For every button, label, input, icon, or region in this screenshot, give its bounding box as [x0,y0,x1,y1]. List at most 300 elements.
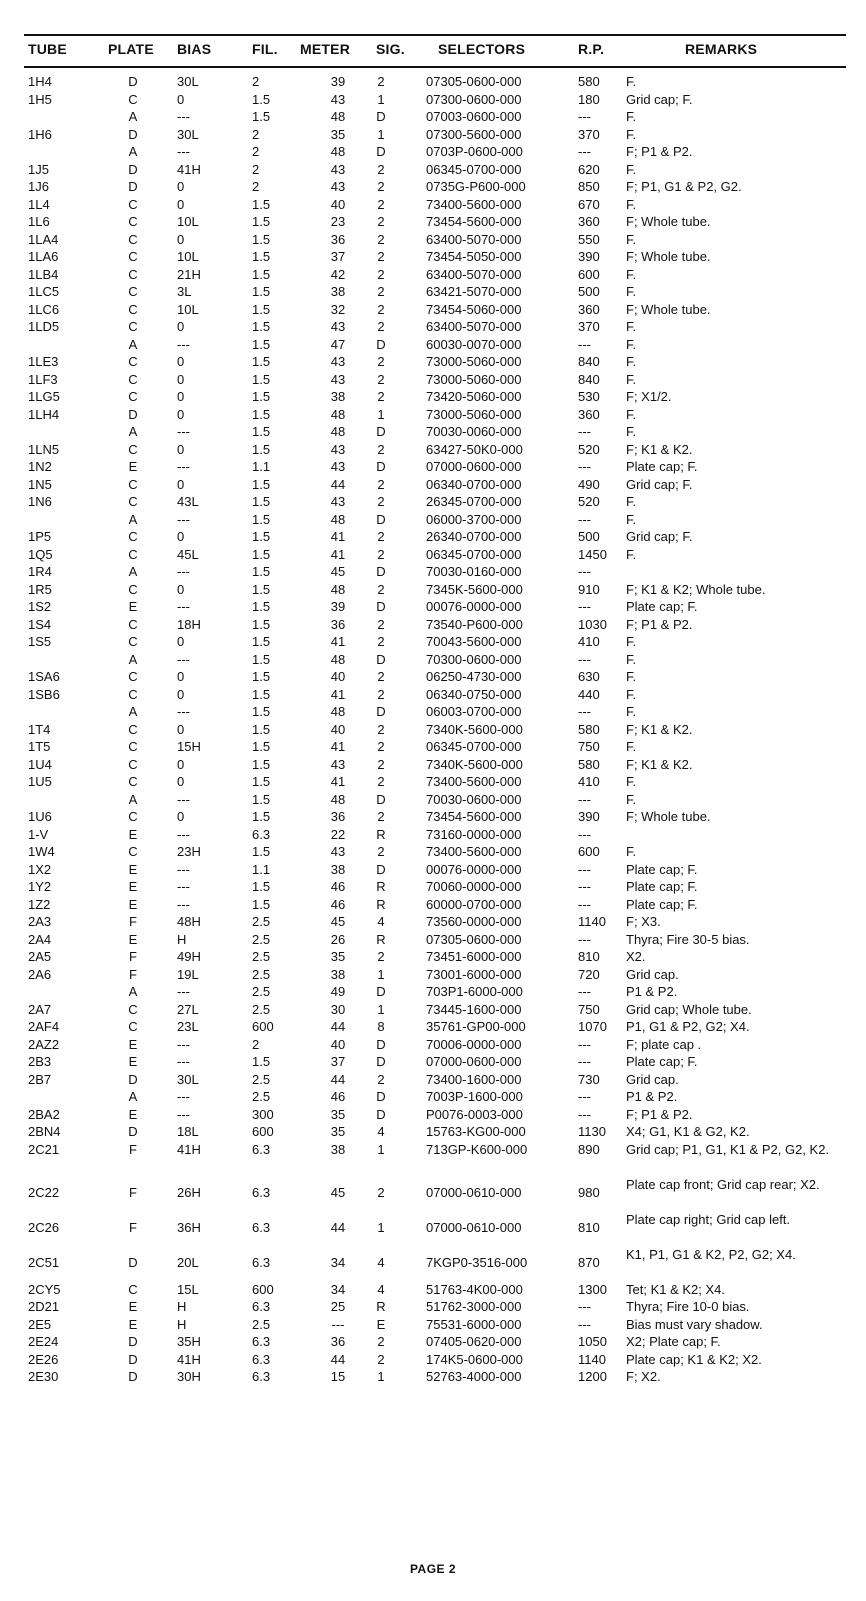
cell-plate: E [128,826,138,842]
cell-selectors: 73540-P600-000 [426,616,523,632]
cell-bias: --- [177,564,190,579]
cell-sig: 2 [377,686,385,702]
cell-bias: --- [177,791,190,807]
cell-sig: 2 [377,389,385,404]
cell-fil: 2.5 [252,914,271,929]
cell-selectors: 73400-5600-000 [426,196,522,212]
cell-bias: 30H [177,1369,201,1384]
table-row [0,1316,866,1334]
cell-remarks: F. [626,161,637,177]
cell-bias: H [177,1299,187,1314]
cell-meter: 23 [330,214,346,229]
cell-remarks: Thyra; Fire 30-5 bias. [626,931,750,947]
cell-plate: E [128,1036,138,1052]
cell-tube: 1L4 [28,196,50,212]
cell-rp: 1050 [578,1334,607,1349]
cell-sig: R [376,879,386,894]
cell-remarks: Grid cap. [626,966,679,982]
cell-rp: 550 [578,231,600,247]
cell-remarks: F; Whole tube. [626,809,711,824]
cell-sig: D [376,336,386,352]
cell-selectors: 07300-0600-000 [426,91,522,107]
cell-tube: 1H4 [28,74,52,89]
cell-meter: 40 [330,721,346,737]
cell-rp: 1300 [578,1281,607,1297]
cell-selectors: 70030-0060-000 [426,424,522,439]
table-row [0,91,866,109]
cell-bias: --- [177,144,190,159]
cell-meter: 36 [330,809,346,824]
cell-plate: C [128,616,138,632]
cell-plate: A [128,704,138,719]
cell-bias: 0 [177,669,185,684]
cell-remarks: F. [626,704,637,719]
table-row [0,283,866,301]
cell-meter: 15 [330,1369,346,1384]
cell-tube: 1LH4 [28,406,60,422]
cell-bias: 30L [177,126,199,142]
table-row [0,791,866,809]
cell-plate: D [128,1334,138,1349]
cell-rp: 360 [578,406,600,422]
cell-sig: 2 [377,774,385,789]
header-plate: PLATE [108,41,154,57]
cell-plate: C [128,91,138,107]
cell-fil: 2.5 [252,984,271,999]
cell-tube: 1T4 [28,721,51,737]
cell-rp: 630 [578,669,600,684]
cell-remarks: F; X3. [626,914,661,929]
cell-rp: 390 [578,809,600,824]
cell-plate: F [129,1185,137,1201]
cell-meter: 22 [330,826,346,842]
table-row [0,826,866,844]
cell-rp: 390 [578,249,600,264]
cell-selectors: 0735G-P600-000 [426,179,526,194]
cell-tube: 1LA6 [28,249,59,264]
cell-selectors: 703P1-6000-000 [426,984,523,999]
cell-plate: A [128,109,138,124]
cell-fil: 2 [252,179,260,194]
table-row [0,476,866,494]
cell-rp: 910 [578,581,600,597]
cell-bias: 49H [177,949,201,964]
cell-tube: 2E30 [28,1369,59,1384]
cell-plate: E [128,1106,138,1122]
cell-selectors: 7003P-1600-000 [426,1089,523,1104]
cell-meter: 38 [330,861,346,877]
table-row [0,1141,866,1176]
cell-remarks: F; P1 & P2. [626,144,693,159]
cell-fil: 6.3 [252,1185,271,1201]
cell-tube: 1P5 [28,529,52,544]
cell-plate: C [128,371,138,387]
cell-sig: 2 [377,546,385,562]
cell-rp: 410 [578,634,600,649]
cell-bias: 0 [177,581,185,597]
cell-meter: 41 [330,774,346,789]
cell-rp: --- [578,861,591,877]
cell-rp: 520 [578,494,600,509]
cell-tube: 1N5 [28,476,52,492]
cell-selectors: 73001-6000-000 [426,966,522,982]
cell-sig: 2 [377,844,385,859]
cell-bias: 36H [177,1220,201,1236]
cell-sig: 2 [377,161,385,177]
cell-rp: --- [578,651,591,667]
cell-fil: 1.5 [252,704,271,719]
cell-meter: 46 [330,1089,346,1104]
table-row [0,633,866,651]
table-row [0,598,866,616]
cell-sig: D [376,861,386,877]
cell-bias: H [177,1316,187,1332]
table-row [0,1123,866,1141]
cell-remarks: F. [626,371,637,387]
cell-bias: --- [177,1089,190,1104]
cell-plate: D [128,1124,138,1139]
table-row [0,178,866,196]
cell-sig: 1 [377,91,385,107]
cell-plate: A [128,144,138,159]
cell-selectors: 73160-0000-000 [426,826,522,842]
cell-meter: 43 [330,756,346,772]
cell-fil: 6.3 [252,1299,271,1314]
cell-sig: R [376,826,386,842]
cell-plate: A [128,336,138,352]
cell-bias: 0 [177,774,185,789]
cell-selectors: 06340-0700-000 [426,476,522,492]
cell-plate: D [128,1351,138,1367]
cell-fil: 1.5 [252,564,271,579]
cell-plate: D [128,74,138,89]
cell-remarks: F; Whole tube. [626,214,711,229]
cell-bias: --- [177,1036,190,1052]
cell-fil: 1.5 [252,476,271,492]
cell-tube: 2E26 [28,1351,59,1367]
cell-remarks: F. [626,319,637,334]
cell-bias: 0 [177,179,185,194]
cell-sig: 4 [377,914,385,929]
cell-sig: D [376,1106,386,1122]
cell-plate: C [128,231,138,247]
cell-rp: --- [578,599,591,614]
table-row [0,231,866,249]
cell-sig: 2 [377,371,385,387]
cell-sig: D [376,651,386,667]
cell-meter: 37 [330,1054,346,1069]
cell-bias: 45L [177,546,199,562]
table-row [0,861,866,879]
cell-meter: 44 [330,1019,346,1034]
cell-sig: 2 [377,1185,385,1201]
cell-selectors: 73400-5600-000 [426,774,522,789]
cell-rp: --- [578,459,591,474]
cell-remarks: P1 & P2. [626,1089,678,1104]
cell-selectors: 63421-5070-000 [426,284,522,299]
cell-fil: 1.5 [252,879,271,894]
cell-fil: 1.5 [252,651,271,667]
cell-sig: D [376,599,386,614]
cell-rp: 840 [578,354,600,369]
cell-meter: 39 [330,599,346,614]
cell-plate: C [128,634,138,649]
cell-sig: 1 [377,406,385,422]
cell-meter: 38 [330,966,346,982]
cell-fil: 6.3 [252,1369,271,1384]
cell-rp: 1070 [578,1019,607,1034]
cell-tube: 2BN4 [28,1124,61,1139]
cell-bias: --- [177,336,190,352]
cell-remarks: F. [626,669,637,684]
table-row [0,213,866,231]
table-row [0,721,866,739]
table-row [0,546,866,564]
cell-fil: 1.5 [252,546,271,562]
cell-selectors: 73000-5060-000 [426,354,522,369]
table-row [0,616,866,634]
cell-rp: 180 [578,91,600,107]
cell-plate: C [128,844,138,859]
page-number: PAGE 2 [409,1562,457,1576]
cell-rp: 850 [578,179,600,194]
table-row [0,563,866,581]
table-row [0,423,866,441]
cell-fil: 1.5 [252,284,271,299]
cell-remarks: Grid cap. [626,1071,679,1087]
cell-fil: 2 [252,144,260,159]
cell-fil: 6.3 [252,1255,271,1271]
cell-sig: 2 [377,301,385,317]
cell-meter: 43 [330,459,346,474]
cell-selectors: 63400-5070-000 [426,319,522,334]
cell-rp: 580 [578,721,600,737]
cell-sig: 1 [377,966,385,982]
cell-tube: 2C26 [28,1220,60,1236]
cell-meter: 48 [330,144,346,159]
cell-remarks: Plate cap; F. [626,599,698,614]
cell-tube: 1H6 [28,126,52,142]
cell-selectors: 63400-5070-000 [426,266,522,282]
cell-remarks: X2; Plate cap; F. [626,1334,721,1349]
cell-meter: 44 [330,476,346,492]
cell-fil: 1.5 [252,686,271,702]
cell-remarks: Grid cap; F. [626,476,693,492]
cell-selectors: 60030-0070-000 [426,336,522,352]
cell-rp: 810 [578,1220,600,1236]
header-bias: BIAS [177,41,212,57]
cell-remarks: X4; G1, K1 & G2, K2. [626,1124,750,1139]
cell-bias: 21H [177,266,201,282]
cell-bias: 0 [177,686,185,702]
cell-tube: 1S4 [28,616,52,632]
cell-rp: 580 [578,756,600,772]
cell-bias: 10L [177,249,199,264]
table-row [0,1333,866,1351]
cell-plate: E [128,1316,138,1332]
cell-bias: 30L [177,74,199,89]
table-row [0,931,866,949]
table-row [0,248,866,266]
cell-remarks: Plate cap; K1 & K2; X2. [626,1351,762,1367]
cell-plate: A [128,984,138,999]
cell-meter: 35 [330,126,346,142]
cell-sig: 2 [377,756,385,772]
cell-tube: 1W4 [28,844,55,859]
cell-tube: 1LC6 [28,301,60,317]
cell-remarks: Tet; K1 & K2; X4. [626,1281,725,1297]
cell-rp: --- [578,1316,591,1332]
cell-selectors: 63400-5070-000 [426,231,522,247]
cell-plate: C [128,546,138,562]
table-row [0,458,866,476]
cell-meter: 36 [330,1334,346,1349]
cell-fil: 1.5 [252,511,271,527]
cell-sig: 8 [377,1019,385,1034]
cell-bias: --- [177,704,190,719]
cell-plate: D [128,1255,138,1271]
cell-rp: 1030 [578,616,607,632]
cell-selectors: 7340K-5600-000 [426,721,523,737]
cell-bias: --- [177,459,190,474]
cell-sig: 2 [377,1351,385,1367]
cell-remarks: P1 & P2. [626,984,678,999]
cell-tube: 2BA2 [28,1106,60,1122]
header-fil: FIL. [252,41,278,57]
cell-sig: D [376,459,386,474]
cell-meter: 37 [330,249,346,264]
cell-sig: 2 [377,494,385,509]
cell-selectors: 06003-0700-000 [426,704,522,719]
cell-fil: 1.5 [252,739,271,754]
cell-fil: 2 [252,161,260,177]
table-row [0,108,866,126]
cell-tube: 1SB6 [28,686,60,702]
cell-selectors: 07300-5600-000 [426,126,522,142]
cell-rp: --- [578,1036,591,1052]
cell-plate: A [128,564,138,579]
header-selectors: SELECTORS [438,41,526,57]
cell-sig: 4 [377,1124,385,1139]
cell-rp: 1130 [578,1124,606,1139]
cell-bias: 0 [177,441,185,457]
cell-tube: 2A5 [28,949,52,964]
cell-remarks: F; K1 & K2. [626,721,693,737]
cell-selectors: 70030-0600-000 [426,791,522,807]
cell-plate: C [128,809,138,824]
table-row [0,266,866,284]
cell-rp: 370 [578,126,600,142]
cell-bias: --- [177,896,190,912]
cell-tube: 1R4 [28,564,52,579]
cell-bias: 18L [177,1124,199,1139]
cell-tube: 1L6 [28,214,50,229]
cell-bias: 3L [177,284,192,299]
table-row [0,1053,866,1071]
cell-meter: 48 [330,424,346,439]
cell-rp: --- [578,1106,591,1122]
cell-fil: 2.5 [252,931,271,947]
table-row [0,493,866,511]
cell-remarks: F. [626,231,637,247]
table-row [0,301,866,319]
table-row [0,126,866,144]
cell-selectors: 73451-6000-000 [426,949,522,964]
cell-meter: 48 [330,406,346,422]
cell-fil: 1.5 [252,494,271,509]
cell-rp: --- [578,1054,591,1069]
cell-bias: --- [177,861,190,877]
table-row [0,843,866,861]
cell-sig: 2 [377,214,385,229]
cell-rp: 360 [578,301,600,317]
cell-fil: 1.5 [252,371,271,387]
cell-plate: C [128,319,138,334]
cell-meter: 30 [330,1001,346,1017]
cell-rp: --- [578,1299,591,1314]
cell-rp: --- [578,879,591,894]
cell-plate: F [129,1220,137,1236]
cell-sig: D [376,984,386,999]
cell-plate: C [128,774,138,789]
cell-sig: D [376,564,386,579]
cell-sig: 2 [377,284,385,299]
cell-bias: 43L [177,494,199,509]
cell-fil: 1.5 [252,301,271,317]
cell-fil: 1.5 [252,389,271,404]
cell-remarks: F; Whole tube. [626,301,711,317]
cell-bias: 23L [177,1019,199,1034]
cell-meter: 48 [330,109,346,124]
table-row [0,1351,866,1369]
table-row [0,948,866,966]
cell-tube: 1J6 [28,179,49,194]
cell-sig: D [376,109,386,124]
cell-bias: 0 [177,196,185,212]
cell-sig: 1 [377,1220,385,1236]
table-row [0,1088,866,1106]
cell-meter: 43 [330,319,346,334]
cell-remarks: Thyra; Fire 10-0 bias. [626,1299,750,1314]
cell-tube: 2E24 [28,1334,59,1349]
cell-meter: 40 [330,196,346,212]
cell-remarks: Plate cap right; Grid cap left. [626,1211,791,1227]
cell-fil: 2.5 [252,1001,271,1017]
cell-remarks: K1, P1, G1 & K2, P2, G2; X4. [626,1246,796,1262]
cell-remarks: F. [626,634,637,649]
cell-selectors: 70030-0160-000 [426,564,522,579]
cell-bias: --- [177,424,190,439]
cell-fil: 1.5 [252,249,271,264]
cell-meter: 45 [330,914,346,929]
cell-rp: --- [578,424,591,439]
cell-fil: 1.5 [252,196,271,212]
cell-selectors: 51763-4K00-000 [426,1281,523,1297]
table-row [0,1071,866,1089]
cell-bias: 0 [177,721,185,737]
cell-selectors: 06340-0750-000 [426,686,522,702]
cell-meter: --- [331,1316,345,1332]
cell-tube: 1U5 [28,774,52,789]
table-row [0,738,866,756]
cell-remarks: F. [626,844,637,859]
cell-rp: 670 [578,196,600,212]
cell-selectors: 73454-5050-000 [426,249,522,264]
cell-rp: --- [578,1089,591,1104]
cell-remarks: Plate cap front; Grid cap rear; X2. [626,1176,820,1192]
cell-selectors: 51762-3000-000 [426,1299,522,1314]
cell-remarks: F. [626,354,637,369]
